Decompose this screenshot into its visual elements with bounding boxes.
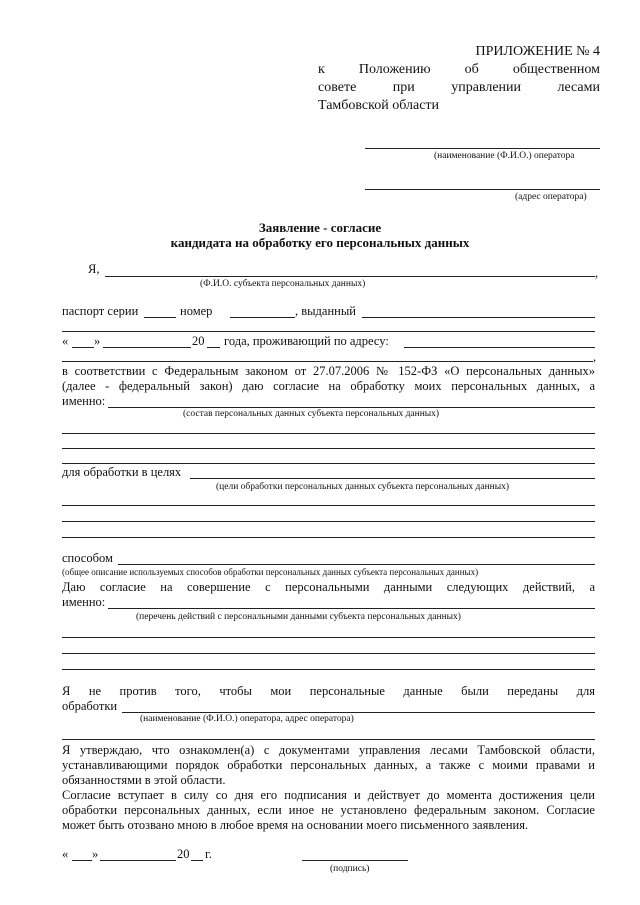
validity-line-2: обработки персональных данных, если иное не установлено федеральным законом. Согласие — [62, 803, 595, 817]
purpose-caption: (цели обработки персональных данных субъекта персональных данных) — [216, 482, 510, 492]
purpose-line-2[interactable] — [62, 505, 595, 506]
law-line-1: в соответствии с Федеральным законом от 27.07.2006 № 152-ФЗ «О персональных данных» — [62, 364, 595, 378]
operator-name-line[interactable] — [365, 148, 600, 149]
operator-address-line[interactable] — [365, 189, 600, 190]
passport-number-line[interactable] — [230, 317, 295, 318]
purpose-line-4[interactable] — [62, 537, 595, 538]
date-day-line[interactable] — [72, 347, 94, 348]
date-month-line[interactable] — [103, 347, 191, 348]
subject-name-line[interactable] — [105, 276, 595, 277]
passport-issued-label: , выданный — [295, 304, 356, 318]
footer-day-line[interactable] — [72, 860, 92, 861]
composition-line-2[interactable] — [62, 433, 595, 434]
actions-caption: (перечень действий с персональными данными субъекта персональных данных) — [136, 612, 461, 622]
transfer-operator-line[interactable] — [122, 712, 595, 713]
purpose-label: для обработки в целях — [62, 465, 182, 479]
method-caption: (общее описание используемых способов обработки персональных данных субъекта персональных данных) — [62, 567, 479, 577]
footer-year-prefix: 20 — [177, 847, 190, 861]
composition-line-1[interactable] — [108, 407, 595, 408]
footer-month-line[interactable] — [100, 860, 176, 861]
operator-address-caption: (адрес оператора) — [515, 192, 587, 202]
law-line-2: (далее - федеральный закон) даю согласие на обработку моих персональных данных, а — [62, 379, 595, 393]
footer-date-open: « — [62, 847, 69, 861]
confirm-line-1: Я утверждаю, что ознакомлен(а) с документами управления лесами Тамбовской области, — [62, 743, 595, 757]
year-prefix: 20 — [192, 334, 205, 348]
validity-line-1: Согласие вступает в силу со дня его подписания и действует до момента достижения цели — [62, 788, 595, 802]
footer-date-close: » — [92, 847, 99, 861]
date-close: » — [94, 334, 101, 348]
actions-line-4[interactable] — [62, 669, 595, 670]
header-line-3: Тамбовской области — [318, 98, 440, 113]
transfer-caption: (наименование (Ф.И.О.) оператора, адрес оператора) — [140, 714, 354, 724]
passport-issued-line[interactable] — [362, 317, 595, 318]
address-line-1[interactable] — [404, 347, 595, 348]
appendix-title: ПРИЛОЖЕНИЕ № 4 — [475, 44, 600, 59]
purpose-line-1[interactable] — [190, 478, 595, 479]
confirm-line-3: обязанностями в этой области. — [62, 773, 226, 787]
method-label: способом — [62, 551, 113, 565]
subject-name-caption: (Ф.И.О. субъекта персональных данных) — [200, 279, 366, 289]
validity-line-3: может быть отозвано мною в любое время на основании моего письменного заявления. — [62, 818, 529, 832]
actions-line-2: именно: — [62, 595, 106, 609]
footer-year-suffix: г. — [205, 847, 212, 861]
actions-line-3[interactable] — [62, 653, 595, 654]
passport-series-label: паспорт серии — [62, 304, 139, 318]
signature-caption: (подпись) — [330, 864, 370, 874]
method-line[interactable] — [118, 564, 595, 565]
actions-line-2[interactable] — [62, 637, 595, 638]
passport-series-line[interactable] — [144, 317, 176, 318]
i-label: Я, — [88, 262, 100, 276]
passport-issued-line-2[interactable] — [62, 331, 595, 332]
passport-number-label: номер — [180, 304, 213, 318]
date-year-line[interactable] — [207, 347, 220, 348]
transfer-operator-line-2[interactable] — [62, 739, 595, 740]
residing-label: года, проживающий по адресу: — [224, 334, 389, 348]
law-line-3: именно: — [62, 394, 106, 408]
header-line-2: совете при управлении лесами — [318, 80, 600, 95]
signature-line[interactable] — [302, 860, 408, 861]
composition-caption: (состав персональных данных субъекта персональных данных) — [183, 409, 440, 419]
document-page: ПРИЛОЖЕНИЕ № 4 к Положению об общественном совете при управлении лесами Тамбовской области (наименование (Ф.И.О.) оператора (адрес оператора) Заявление - согласие кандидата на обработку его персональных данных Я, , (Ф.И.О. субъекта персональных данных) паспорт серии номер , выданный « » 20 года, проживающий по адресу: , в соответствии с Федеральным законом от 27.07.2006 № 152-ФЗ «О персональных данных» (далее - федеральный закон) даю согласие на обработку моих персональных данных, а именно: (состав персональных данных субъекта персональных данных) для обработки в целях (цели обработки персональных данных субъекта персональных данных) способом (общее описание используемых способов обработки персональных данных субъекта персональных данных) Даю согласие на совершение с персональными данными следующих действий, а именно: (перечень действий с персональными данными субъекта персональных данных) Я не против того, чтобы мои персональные данные были переданы для обработки (наименование (Ф.И.О.) оператора, адрес оператора) Я утверждаю, что ознакомлен(а) с документами управления лесами Тамбовской области, устанавливающими порядок обработки персональных данных, а также с моими правами и обязанностями в этой области. Согласие вступает в силу со дня его подписания и действует до момента достижения цели обработки персональных данных, если иное не установлено федеральным законом. Согласие может быть отозвано мною в любое время на основании моего письменного заявления. « » 20 г. (подпись) — [0, 0, 640, 905]
header-line-1: к Положению об общественном — [318, 62, 600, 77]
address-line-2[interactable] — [62, 361, 593, 362]
operator-name-caption: (наименование (Ф.И.О.) оператора — [434, 151, 575, 161]
composition-line-4[interactable] — [62, 463, 595, 464]
actions-line[interactable] — [108, 608, 595, 609]
composition-line-3[interactable] — [62, 448, 595, 449]
date-open: « — [62, 334, 69, 348]
actions-line-1: Даю согласие на совершение с персональными данными следующих действий, а — [62, 580, 595, 594]
transfer-line-2: обработки — [62, 699, 118, 713]
transfer-line-1: Я не против того, чтобы мои персональные данные были переданы для — [62, 684, 595, 698]
footer-year-line[interactable] — [191, 860, 203, 861]
purpose-line-3[interactable] — [62, 521, 595, 522]
statement-title-1: Заявление - согласие — [258, 220, 382, 235]
confirm-line-2: устанавливающими порядок обработки персональных данных, а также с моими правами и — [62, 758, 595, 772]
statement-title-2: кандидата на обработку его персональных данных — [170, 235, 470, 250]
